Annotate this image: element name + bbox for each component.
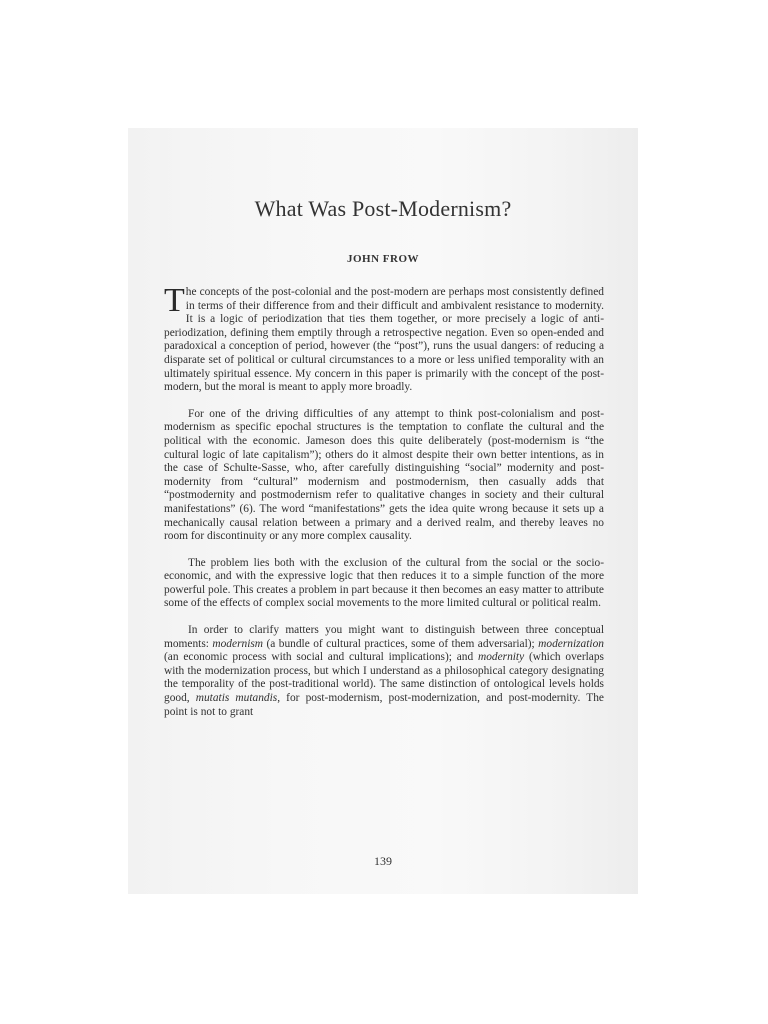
paragraph-2: For one of the driving difficulties of any attempt to think post-colonialism and post-modernism as specific epochal structures is the temptation to conflate the cultural and the political with the economic. Jameson does this quite deliberately (post-modernism is “the cultural logic of late capitalism”); others do it almost despite their own better intentions, as in the case of Schulte-Sasse, who, after carefully distinguishing “social” modernity and post-modernity from “cultural” modernism and postmodernism, then casually adds that “postmodernity and postmodernism refer to qualitative changes in society and their cultural manifestations” (6). The word “manifestations” gets the idea quite wrong because it sets up a mechanically causal relation between a primary and a derived realm, and thereby leaves no room for discontinuity or any more complex causality. xyxy=(164,407,604,543)
article-author: JOHN FROW xyxy=(346,253,420,265)
paragraph-4-segment-4: (which overlaps with the modernization process, but which I understand as a philosophical category designating the temporality of the post-traditional world). The same distinction of ontological levels holds good, xyxy=(164,651,604,705)
paragraph-3: The problem lies both with the exclusion of the cultural from the social or the socio-economic, and with the expressive logic that then reduces it to a simple function of the more powerful pole. This creates a problem in part because it then becomes an easy matter to attribute some of the effects of complex social movements to the more limited cultural or political realm. xyxy=(164,556,604,610)
document-page xyxy=(128,128,638,894)
term-modernization: modernization xyxy=(538,637,604,650)
paragraph-4-segment-5: , for post-modernism, post-modernization, and post-modernity. The point is not to grant xyxy=(164,692,604,718)
term-modernity: modernity xyxy=(477,651,525,664)
page-number: 139 xyxy=(374,854,392,868)
paragraph-4-segment-3: (an economic process with social and cultural implications); and xyxy=(164,651,474,664)
paragraph-4-segment-1: In order to clarify matters you might want to distinguish between three conceptual moments: xyxy=(164,624,604,650)
paragraph-1-text: he concepts of the post-colonial and the post-modern are perhaps most consistently defined in terms of their difference from and their difficult and ambivalent resistance to modernity. It is a logic of periodization that ties them together, or more precisely a logic of anti-periodization, defining them emptily through a retrospective negation. Even so open-ended and paradoxical a conception of period, however (the “post”), runs the usual dangers: of reducing a disparate set of political or cultural circumstances to a more or less unified temporality with an ultimately spiritual essence. My concern in this paper is primarily with the concept of the post-modern, but the moral is meant to apply more broadly. xyxy=(164,286,604,394)
article-title: What Was Post-Modernism? xyxy=(254,196,512,221)
paragraph-1 xyxy=(164,282,604,395)
drop-cap: T xyxy=(164,282,185,319)
term-modernism: modernism xyxy=(212,637,264,650)
paragraph-4 xyxy=(164,624,604,719)
paragraph-4-segment-2: (a bundle of cultural practices, some of them adversarial); xyxy=(266,637,535,650)
article-body xyxy=(164,282,604,732)
term-mutatis-mutandis: mutatis mutandis xyxy=(195,692,278,705)
